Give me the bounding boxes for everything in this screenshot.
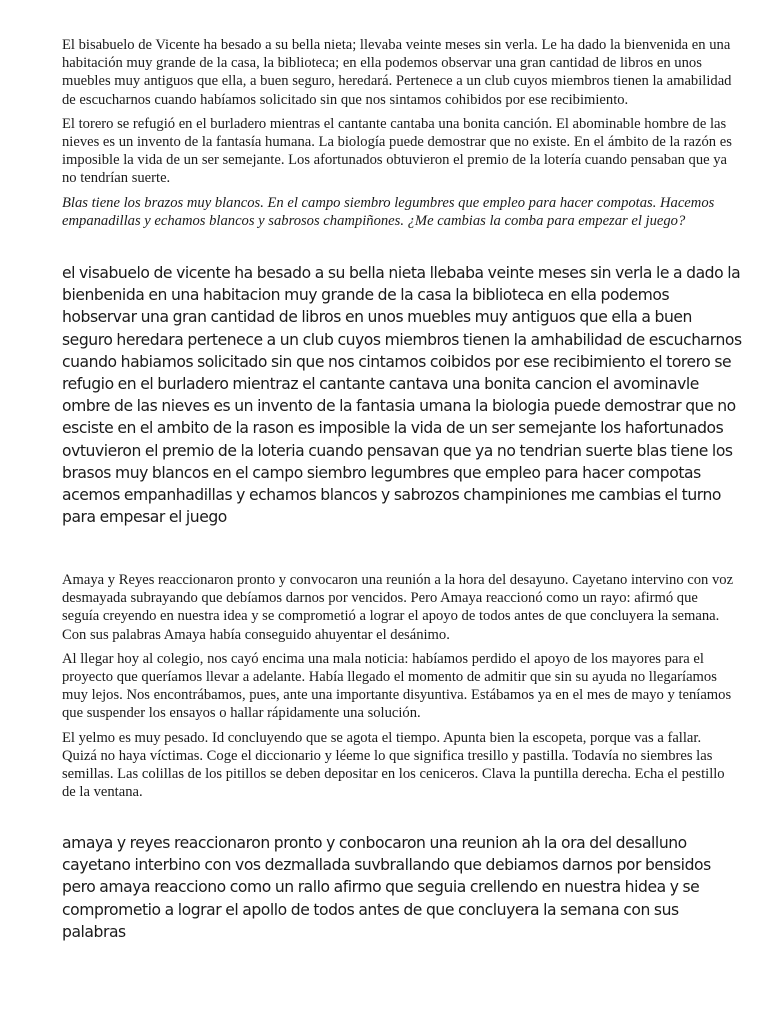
reference-paragraph-2: El torero se refugió en el burladero mientras el cantante cantaba una bonita canción. El abominable hombre de las nieves es un invento de la fantasía humana. La biología puede demostrar que no existe. En el ámbito de la razón es imposible la vida de un ser semejante. Los afortunados obtuvieron el premio de la lotería cuando pensaban que ya no tendrían suerte. <box>62 115 732 187</box>
student-transcription-1 <box>62 262 742 528</box>
student-paragraph-2: amaya y reyes reaccionaron pronto y conbocaron una reunion ah la ora del desalluno cayetano interbino con vos dezmallada suvbrallando que debiamos darnos por bensidos pero amaya reacciono como un rallo afirmo que seguia crellendo en nuestra hidea y se comprometio a lograr el apollo de todos antes de que concluyera la semana con sus palabras <box>62 834 711 941</box>
student-paragraph-1: el visabuelo de vicente ha besado a su bella nieta llebaba veinte meses sin verla le a dado la bienbenida en una habitacion muy grande de la casa la biblioteca en ella podemos hobservar una gran cantidad de libros en unos muebles muy antiguos que ella a buen seguro heredara pertenece a un club cuyos miembros tienen la amhabilidad de escucharnos cuando habiamos solicitado sin que nos cintamos coibidos por ese recibimiento el torero se refugio en el burladero mientraz el cantante cantava una bonita cancion el avominavle ombre de las nieves es un invento de la fantasia umana la biologia puede demostrar que no esciste en el ambito de la rason es imposible la vida de un ser semejante los hafortunados ovtuvieron el premio de la loteria cuando pensavan que ya no tendrian suerte blas tiene los brasos muy blancos en el campo siembro legumbres que empleo para hacer compotas acemos empanhadillas y echamos blancos y sabrozos champiniones me cambias el turno para empesar el juego <box>62 264 742 527</box>
reference-paragraph-5: Al llegar hoy al colegio, nos cayó encima una mala noticia: habíamos perdido el apoyo de los mayores para el proyecto que queríamos llevar a adelante. Había llegado el momento de admitir que sin su ayuda no llegaríamos muy lejos. Nos encontrábamos, pues, ante una importante disyuntiva. Estábamos ya en el mes de mayo y teníamos que suspender los ensayos o hallar rápidamente una solución. <box>62 650 732 722</box>
reference-text-block-1 <box>62 36 738 236</box>
reference-paragraph-4: Amaya y Reyes reaccionaron pronto y convocaron una reunión a la hora del desayuno. Cayetano intervino con voz desmayada subrayando que debíamos darnos por vencidos. Pero Amaya reaccionó como un rayo: afirmó que seguía creyendo en nuestra idea y se comprometió a lograr el apoyo de todos antes de que concluyera la semana. Con sus palabras Amaya había conseguido ahuyentar el desánimo. <box>62 572 734 643</box>
reference-text-block-2 <box>62 571 738 807</box>
reference-paragraph-3: Blas tiene los brazos muy blancos. En el campo siembro legumbres que empleo para hacer compotas. Hacemos empanadillas y echamos blancos y sabrosos champiñones. ¿Me cambias la comba para empezar el juego? <box>62 194 715 229</box>
reference-paragraph-6: El yelmo es muy pesado. Id concluyendo que se agota el tiempo. Apunta bien la escopeta, porque vas a fallar. Quizá no haya víctimas. Coge el diccionario y léeme lo que significa tresillo y pastilla. Todavía no siembres las semillas. Las colillas de los pitillos se deben depositar en los ceniceros. Clava la puntilla derecha. Echa el pestillo de la ventana. <box>62 729 725 801</box>
student-transcription-2 <box>62 832 742 943</box>
reference-paragraph-1: El bisabuelo de Vicente ha besado a su bella nieta; llevaba veinte meses sin verla. Le ha dado la bienvenida en una habitación muy grande de la casa, la biblioteca; en ella podemos observar una gran cantidad de libros en unos muebles muy antiguos que ella, a buen seguro, heredará. Pertenece a un club cuyos miembros tienen la amabilidad de escucharnos cuando habíamos solicitado sin que nos sintamos cohibidos por ese recibimiento. <box>62 37 732 108</box>
